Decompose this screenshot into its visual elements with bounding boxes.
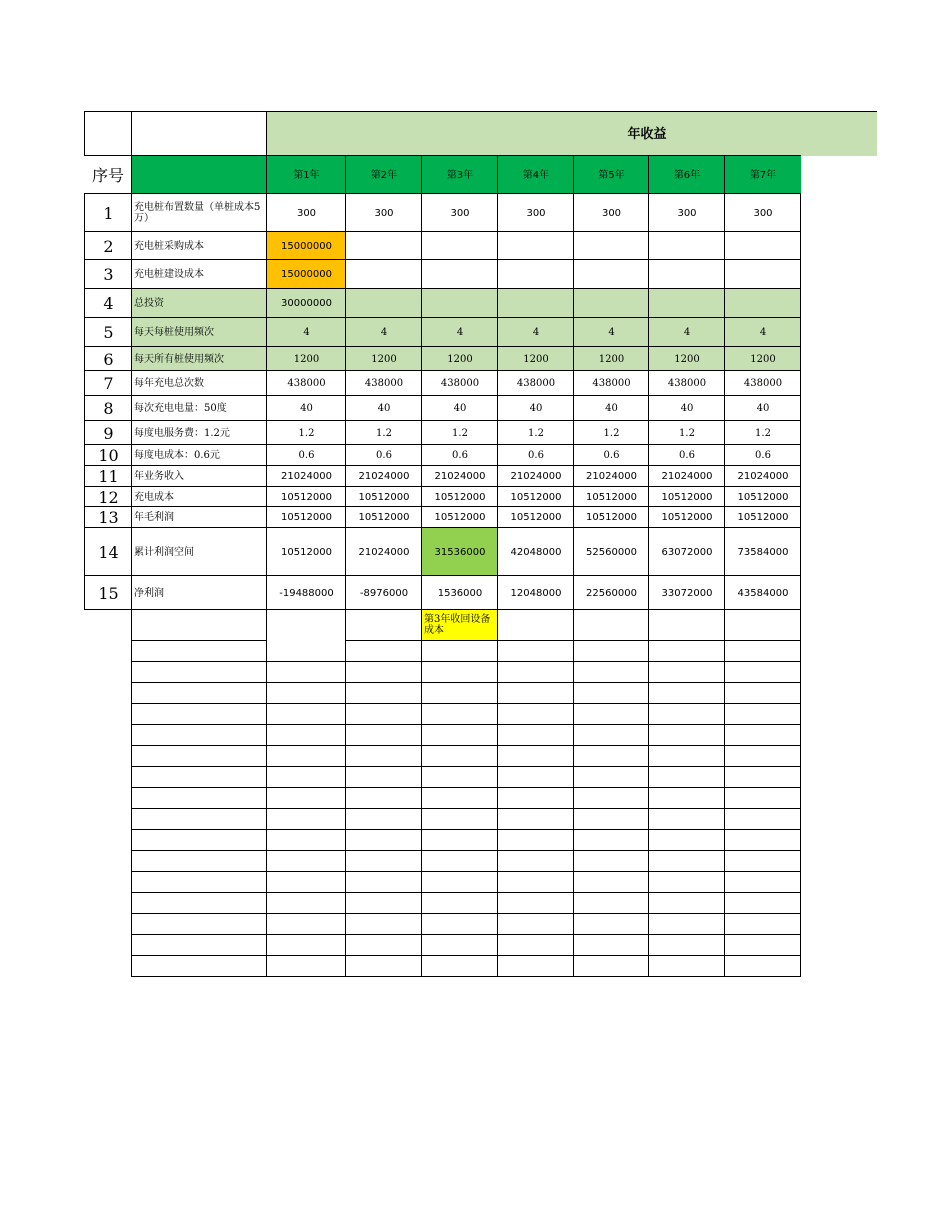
value-cell[interactable]: 10512000 — [573, 506, 649, 528]
item-header-cell[interactable] — [131, 155, 267, 194]
value-cell[interactable] — [497, 259, 574, 289]
value-cell[interactable]: 21024000 — [345, 527, 422, 576]
note-text: 第3年收回设备 — [424, 614, 491, 625]
empty-cell[interactable] — [421, 829, 498, 851]
empty-cell[interactable] — [266, 955, 346, 977]
empty-cell[interactable] — [497, 609, 574, 641]
value-cell[interactable]: 438000 — [266, 370, 346, 396]
empty-cell[interactable] — [497, 640, 574, 662]
value-cell[interactable]: 0.6 — [648, 444, 725, 466]
value-cell[interactable]: 1200 — [266, 346, 346, 371]
empty-cell[interactable] — [573, 829, 649, 851]
value-cell[interactable]: 63072000 — [648, 527, 725, 576]
empty-cell[interactable] — [573, 766, 649, 788]
year-income-header[interactable] — [266, 111, 877, 156]
value-cell[interactable]: 438000 — [345, 370, 422, 396]
value-cell[interactable]: 300 — [724, 193, 801, 232]
empty-cell[interactable] — [266, 745, 346, 767]
value-cell[interactable]: 438000 — [497, 370, 574, 396]
empty-cell[interactable] — [497, 955, 574, 977]
empty-cell[interactable] — [131, 934, 267, 956]
value-cell[interactable]: 300 — [421, 193, 498, 232]
empty-cell[interactable] — [648, 787, 725, 809]
empty-cell[interactable] — [345, 829, 422, 851]
empty-cell[interactable] — [266, 850, 346, 872]
empty-cell[interactable] — [724, 934, 801, 956]
empty-cell[interactable] — [345, 661, 422, 683]
empty-cell[interactable] — [724, 724, 801, 746]
empty-cell[interactable] — [421, 892, 498, 914]
value-cell[interactable]: 40 — [421, 395, 498, 421]
empty-cell[interactable] — [345, 787, 422, 809]
value-cell[interactable]: -8976000 — [345, 575, 422, 610]
year-header-7[interactable]: 第7年 — [724, 155, 801, 194]
value-cell[interactable]: 10512000 — [573, 486, 649, 507]
empty-cell[interactable] — [421, 808, 498, 830]
value-cell[interactable]: 10512000 — [724, 506, 801, 528]
empty-cell[interactable] — [648, 609, 725, 641]
value-cell[interactable]: 1200 — [421, 346, 498, 371]
empty-cell[interactable] — [266, 766, 346, 788]
header-blank-cell[interactable] — [131, 111, 267, 156]
value-cell[interactable] — [648, 231, 725, 260]
value-cell[interactable]: 40 — [724, 395, 801, 421]
empty-cell[interactable] — [573, 640, 649, 662]
empty-cell[interactable] — [345, 808, 422, 830]
value-cell[interactable]: 42048000 — [497, 527, 574, 576]
empty-cell[interactable] — [648, 745, 725, 767]
empty-cell[interactable] — [266, 661, 346, 683]
empty-cell[interactable] — [131, 640, 267, 662]
empty-cell[interactable] — [497, 850, 574, 872]
empty-cell[interactable] — [724, 787, 801, 809]
value-cell[interactable]: 1.2 — [497, 420, 574, 445]
empty-cell[interactable] — [421, 850, 498, 872]
value-cell[interactable]: 10512000 — [421, 486, 498, 507]
row-label[interactable]: 每次充电电量：50度 — [131, 395, 267, 421]
value-cell[interactable]: 1200 — [345, 346, 422, 371]
year-header-3[interactable]: 第3年 — [421, 155, 498, 194]
empty-cell[interactable] — [421, 934, 498, 956]
empty-cell[interactable] — [573, 787, 649, 809]
empty-cell[interactable] — [266, 808, 346, 830]
row-number[interactable]: 4 — [84, 288, 132, 318]
empty-cell[interactable] — [131, 682, 267, 704]
value-cell[interactable]: 10512000 — [648, 486, 725, 507]
row-label[interactable]: 每度电服务费：1.2元 — [131, 420, 267, 445]
empty-cell[interactable] — [724, 913, 801, 935]
row-number[interactable]: 6 — [84, 346, 132, 371]
empty-cell[interactable] — [648, 850, 725, 872]
value-cell[interactable]: 0.6 — [573, 444, 649, 466]
value-cell[interactable]: 10512000 — [345, 506, 422, 528]
row-label[interactable]: 充电桩布置数量（单桩成本5万） — [131, 193, 267, 232]
empty-cell[interactable] — [266, 724, 346, 746]
empty-cell[interactable] — [497, 871, 574, 893]
value-cell[interactable] — [724, 288, 801, 318]
value-cell[interactable]: 21024000 — [724, 465, 801, 487]
row-label[interactable]: 总投资 — [131, 288, 267, 318]
empty-cell[interactable] — [573, 682, 649, 704]
row-number[interactable]: 2 — [84, 231, 132, 260]
row-number[interactable]: 5 — [84, 317, 132, 347]
value-cell[interactable]: 12048000 — [497, 575, 574, 610]
value-cell[interactable]: 1536000 — [421, 575, 498, 610]
empty-cell[interactable] — [131, 955, 267, 977]
seq-header[interactable]: 序号 — [84, 155, 132, 194]
value-cell[interactable] — [345, 231, 422, 260]
empty-cell[interactable] — [648, 766, 725, 788]
year-header-5[interactable]: 第5年 — [573, 155, 649, 194]
value-cell[interactable]: 438000 — [421, 370, 498, 396]
value-cell[interactable] — [724, 231, 801, 260]
empty-cell[interactable] — [266, 892, 346, 914]
empty-cell[interactable] — [724, 766, 801, 788]
empty-cell[interactable] — [497, 745, 574, 767]
empty-cell[interactable] — [573, 724, 649, 746]
row-label[interactable]: 每年充电总次数 — [131, 370, 267, 396]
empty-cell[interactable] — [648, 682, 725, 704]
empty-cell[interactable] — [724, 745, 801, 767]
empty-cell[interactable] — [648, 871, 725, 893]
value-cell[interactable]: 4 — [497, 317, 574, 347]
row-label[interactable]: 累计利润空间 — [131, 527, 267, 576]
value-cell[interactable]: 10512000 — [421, 506, 498, 528]
empty-cell[interactable] — [724, 871, 801, 893]
row-label[interactable]: 充电桩建设成本 — [131, 259, 267, 289]
empty-cell[interactable] — [421, 640, 498, 662]
value-cell[interactable]: 15000000 — [266, 231, 346, 260]
empty-cell[interactable] — [648, 724, 725, 746]
value-cell[interactable]: -19488000 — [266, 575, 346, 610]
value-cell[interactable]: 4 — [345, 317, 422, 347]
value-cell[interactable]: 30000000 — [266, 288, 346, 318]
empty-cell[interactable] — [266, 609, 346, 662]
empty-cell[interactable] — [573, 913, 649, 935]
empty-cell[interactable] — [266, 871, 346, 893]
empty-cell[interactable] — [497, 682, 574, 704]
value-cell[interactable]: 21024000 — [266, 465, 346, 487]
empty-cell[interactable] — [421, 766, 498, 788]
value-cell[interactable]: 10512000 — [497, 506, 574, 528]
lower-bottom-border — [131, 976, 801, 977]
empty-cell[interactable] — [421, 745, 498, 767]
table-right-border — [800, 193, 801, 610]
value-cell[interactable]: 40 — [648, 395, 725, 421]
value-cell[interactable]: 0.6 — [345, 444, 422, 466]
empty-cell[interactable] — [497, 913, 574, 935]
value-cell[interactable]: 15000000 — [266, 259, 346, 289]
value-cell[interactable]: 40 — [497, 395, 574, 421]
empty-cell[interactable] — [345, 892, 422, 914]
empty-cell[interactable] — [724, 640, 801, 662]
value-cell[interactable] — [573, 231, 649, 260]
empty-cell[interactable] — [131, 609, 267, 641]
row-number[interactable]: 3 — [84, 259, 132, 289]
value-cell[interactable]: 10512000 — [497, 486, 574, 507]
empty-cell[interactable] — [497, 934, 574, 956]
value-cell[interactable]: 1.2 — [345, 420, 422, 445]
empty-cell[interactable] — [131, 871, 267, 893]
value-cell[interactable]: 10512000 — [266, 486, 346, 507]
value-cell[interactable] — [421, 259, 498, 289]
row-number[interactable]: 12 — [84, 486, 132, 507]
value-cell[interactable] — [648, 259, 725, 289]
value-cell[interactable]: 21024000 — [573, 465, 649, 487]
value-cell[interactable]: 300 — [648, 193, 725, 232]
empty-cell[interactable] — [724, 892, 801, 914]
value-cell[interactable] — [497, 288, 574, 318]
year-header-1[interactable]: 第1年 — [266, 155, 346, 194]
value-cell[interactable]: 300 — [345, 193, 422, 232]
empty-cell[interactable] — [573, 871, 649, 893]
empty-cell[interactable] — [131, 913, 267, 935]
value-cell[interactable]: 33072000 — [648, 575, 725, 610]
row-number[interactable]: 10 — [84, 444, 132, 466]
value-cell[interactable]: 10512000 — [266, 506, 346, 528]
empty-cell[interactable] — [724, 808, 801, 830]
empty-cell[interactable] — [648, 829, 725, 851]
empty-cell[interactable] — [266, 703, 346, 725]
value-cell[interactable] — [421, 288, 498, 318]
year-header-2[interactable]: 第2年 — [345, 155, 422, 194]
value-cell[interactable]: 0.6 — [421, 444, 498, 466]
empty-cell[interactable] — [648, 808, 725, 830]
empty-cell[interactable] — [648, 934, 725, 956]
empty-cell[interactable] — [573, 955, 649, 977]
value-cell[interactable]: 73584000 — [724, 527, 801, 576]
empty-cell[interactable] — [131, 892, 267, 914]
empty-cell[interactable] — [573, 850, 649, 872]
value-cell[interactable]: 21024000 — [648, 465, 725, 487]
lower-right-border — [800, 609, 801, 977]
value-cell[interactable] — [421, 231, 498, 260]
empty-cell[interactable] — [131, 766, 267, 788]
row-number[interactable]: 1 — [84, 193, 132, 232]
empty-cell[interactable] — [345, 850, 422, 872]
value-cell[interactable]: 300 — [573, 193, 649, 232]
empty-cell[interactable] — [266, 682, 346, 704]
empty-cell[interactable] — [724, 955, 801, 977]
value-cell[interactable]: 4 — [648, 317, 725, 347]
empty-cell[interactable] — [266, 934, 346, 956]
value-cell[interactable]: 438000 — [573, 370, 649, 396]
value-cell[interactable]: 1200 — [573, 346, 649, 371]
empty-cell[interactable] — [421, 724, 498, 746]
value-cell[interactable]: 40 — [345, 395, 422, 421]
value-cell[interactable]: 1.2 — [421, 420, 498, 445]
value-cell[interactable]: 0.6 — [266, 444, 346, 466]
empty-cell[interactable] — [497, 892, 574, 914]
empty-cell[interactable] — [345, 682, 422, 704]
note-text: 成本 — [424, 625, 444, 636]
empty-cell[interactable] — [421, 787, 498, 809]
empty-cell[interactable] — [497, 724, 574, 746]
empty-cell[interactable] — [421, 955, 498, 977]
row-label[interactable]: 充电成本 — [131, 486, 267, 507]
empty-cell[interactable] — [345, 640, 422, 662]
row-number[interactable]: 11 — [84, 465, 132, 487]
value-cell[interactable] — [573, 259, 649, 289]
value-cell[interactable] — [648, 288, 725, 318]
value-cell[interactable] — [345, 259, 422, 289]
empty-cell[interactable] — [724, 682, 801, 704]
empty-cell[interactable] — [421, 682, 498, 704]
empty-cell[interactable] — [648, 955, 725, 977]
empty-cell[interactable] — [648, 913, 725, 935]
value-cell[interactable]: 4 — [724, 317, 801, 347]
row-label[interactable]: 年业务收入 — [131, 465, 267, 487]
empty-cell[interactable] — [345, 955, 422, 977]
empty-cell[interactable] — [724, 850, 801, 872]
value-cell[interactable]: 40 — [266, 395, 346, 421]
value-cell[interactable]: 1200 — [648, 346, 725, 371]
empty-cell[interactable] — [421, 871, 498, 893]
value-cell[interactable]: 52560000 — [573, 527, 649, 576]
empty-cell[interactable] — [648, 892, 725, 914]
row-number[interactable]: 14 — [84, 527, 132, 576]
empty-cell[interactable] — [648, 661, 725, 683]
row-label[interactable]: 每度电成本：0.6元 — [131, 444, 267, 466]
empty-cell[interactable] — [573, 609, 649, 641]
row-number[interactable]: 15 — [84, 575, 132, 610]
empty-cell[interactable] — [131, 745, 267, 767]
value-cell[interactable]: 4 — [421, 317, 498, 347]
empty-cell[interactable] — [724, 829, 801, 851]
year-income-title: 年收益 — [627, 126, 667, 142]
empty-cell[interactable] — [497, 829, 574, 851]
empty-cell[interactable] — [648, 640, 725, 662]
value-cell[interactable]: 1.2 — [266, 420, 346, 445]
value-cell[interactable]: 4 — [266, 317, 346, 347]
value-cell[interactable]: 43584000 — [724, 575, 801, 610]
row-label[interactable]: 每天每桩使用频次 — [131, 317, 267, 347]
empty-cell[interactable] — [724, 703, 801, 725]
empty-cell[interactable] — [421, 703, 498, 725]
row-label[interactable]: 每天所有桩使用频次 — [131, 346, 267, 371]
value-cell[interactable]: 21024000 — [345, 465, 422, 487]
value-cell[interactable]: 438000 — [724, 370, 801, 396]
year-header-4[interactable]: 第4年 — [497, 155, 574, 194]
row-number[interactable]: 9 — [84, 420, 132, 445]
empty-cell[interactable] — [497, 787, 574, 809]
empty-cell[interactable] — [131, 808, 267, 830]
empty-cell[interactable] — [648, 703, 725, 725]
empty-cell[interactable] — [345, 724, 422, 746]
empty-cell[interactable] — [131, 829, 267, 851]
empty-cell[interactable] — [573, 703, 649, 725]
empty-cell[interactable] — [345, 766, 422, 788]
row-label[interactable]: 年毛利润 — [131, 506, 267, 528]
value-cell[interactable]: 300 — [266, 193, 346, 232]
empty-cell[interactable] — [573, 808, 649, 830]
value-cell[interactable]: 1.2 — [573, 420, 649, 445]
empty-cell[interactable] — [497, 703, 574, 725]
year-header-6[interactable]: 第6年 — [648, 155, 725, 194]
empty-cell[interactable] — [345, 745, 422, 767]
value-cell[interactable]: 10512000 — [266, 527, 346, 576]
empty-cell[interactable] — [266, 913, 346, 935]
row-number[interactable]: 13 — [84, 506, 132, 528]
value-cell[interactable] — [497, 231, 574, 260]
empty-cell[interactable] — [345, 703, 422, 725]
empty-cell[interactable] — [573, 745, 649, 767]
empty-cell[interactable] — [131, 787, 267, 809]
note-cell[interactable] — [421, 609, 498, 641]
empty-cell[interactable] — [131, 703, 267, 725]
empty-cell[interactable] — [497, 661, 574, 683]
value-cell[interactable]: 4 — [573, 317, 649, 347]
empty-cell[interactable] — [724, 609, 801, 641]
empty-cell[interactable] — [266, 787, 346, 809]
value-cell[interactable]: 10512000 — [724, 486, 801, 507]
empty-cell[interactable] — [266, 829, 346, 851]
value-cell[interactable]: 1200 — [497, 346, 574, 371]
value-cell[interactable]: 1.2 — [648, 420, 725, 445]
value-cell[interactable]: 10512000 — [648, 506, 725, 528]
value-cell[interactable]: 0.6 — [724, 444, 801, 466]
value-cell[interactable]: 10512000 — [345, 486, 422, 507]
empty-cell[interactable] — [573, 892, 649, 914]
row-number[interactable]: 8 — [84, 395, 132, 421]
value-cell[interactable]: 40 — [573, 395, 649, 421]
value-cell[interactable]: 31536000 — [421, 527, 498, 576]
value-cell[interactable]: 0.6 — [497, 444, 574, 466]
empty-cell[interactable] — [131, 724, 267, 746]
row-label[interactable]: 充电桩采购成本 — [131, 231, 267, 260]
row-label[interactable]: 净利润 — [131, 575, 267, 610]
value-cell[interactable]: 21024000 — [421, 465, 498, 487]
empty-cell[interactable] — [345, 609, 422, 641]
value-cell[interactable]: 1.2 — [724, 420, 801, 445]
empty-cell[interactable] — [131, 661, 267, 683]
empty-cell[interactable] — [131, 850, 267, 872]
value-cell[interactable]: 1200 — [724, 346, 801, 371]
empty-cell[interactable] — [724, 661, 801, 683]
value-cell[interactable] — [724, 259, 801, 289]
empty-cell[interactable] — [573, 934, 649, 956]
empty-cell[interactable] — [421, 661, 498, 683]
empty-cell[interactable] — [345, 871, 422, 893]
value-cell[interactable]: 300 — [497, 193, 574, 232]
empty-cell[interactable] — [421, 913, 498, 935]
empty-cell[interactable] — [573, 661, 649, 683]
row-number[interactable]: 7 — [84, 370, 132, 396]
empty-cell[interactable] — [497, 766, 574, 788]
empty-cell[interactable] — [345, 934, 422, 956]
value-cell[interactable]: 438000 — [648, 370, 725, 396]
value-cell[interactable] — [573, 288, 649, 318]
corner-cell[interactable] — [84, 111, 132, 156]
value-cell[interactable] — [345, 288, 422, 318]
value-cell[interactable]: 21024000 — [497, 465, 574, 487]
empty-cell[interactable] — [345, 913, 422, 935]
value-cell[interactable]: 22560000 — [573, 575, 649, 610]
empty-cell[interactable] — [497, 808, 574, 830]
